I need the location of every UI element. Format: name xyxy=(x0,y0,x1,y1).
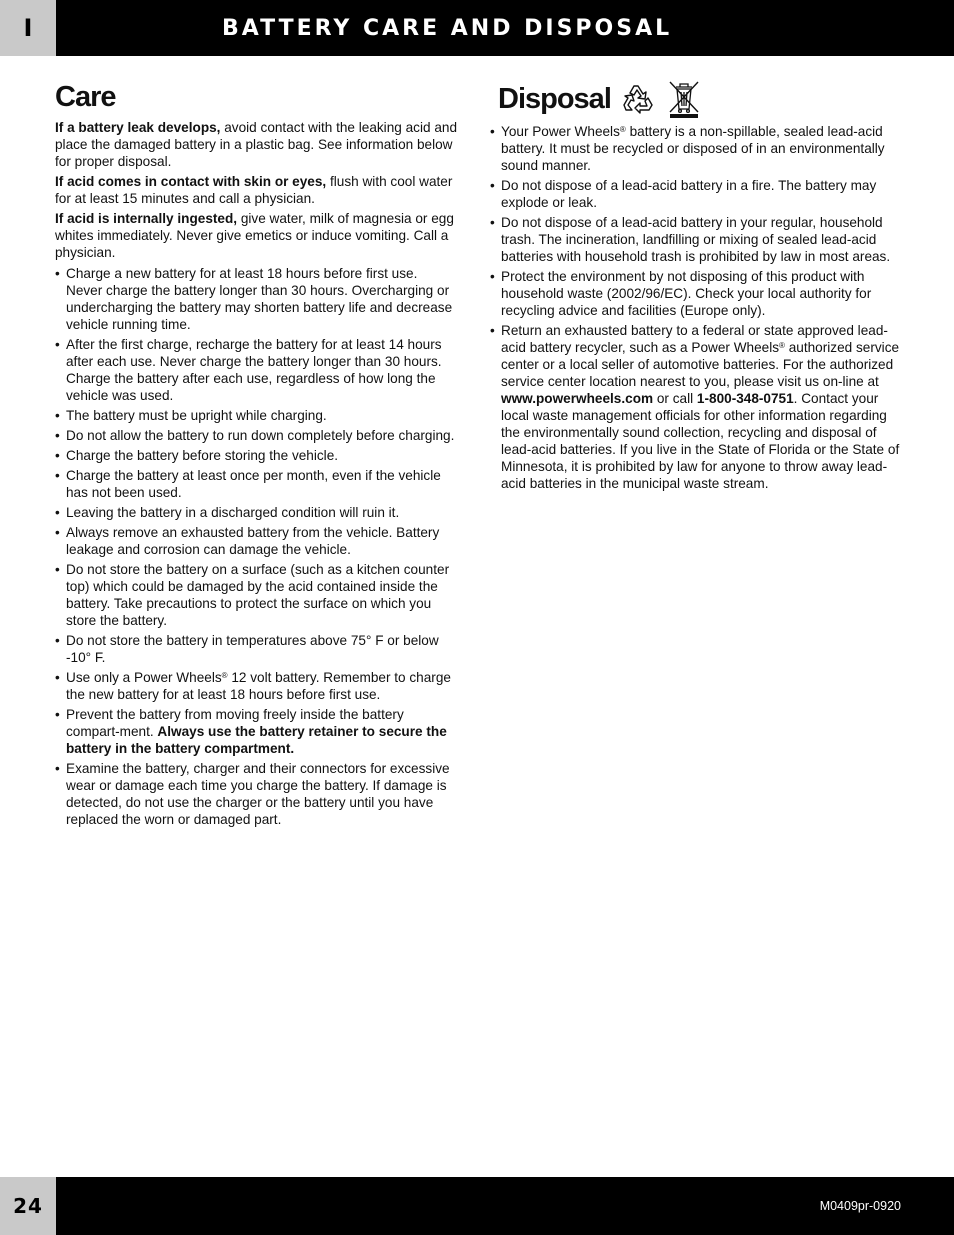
crossed-out-bin-icon xyxy=(667,80,701,118)
text-fragment: authorized service center or a local seller of automotive batteries. For the authorized service center location nearest to you, please visit us on-line at xyxy=(501,340,900,389)
disposal-heading: Disposal xyxy=(498,83,611,115)
text-fragment: . Contact your local waste management officials for other information regarding the environmentally sound collection, recycling and disposal of lead-acid batteries. If you live in the State of Florida or the State of Minnesota, it is prohibited by law for anyone to throw away lead-acid batteries in the municipal waste stream. xyxy=(501,391,900,491)
care-section xyxy=(55,80,457,831)
list-item xyxy=(490,322,900,492)
list-item: • Charge the battery at least once per month, even if the vehicle has not been used. xyxy=(55,467,457,501)
text-fragment: Your Power Wheels xyxy=(501,124,620,139)
care-paragraph-leak xyxy=(55,119,457,170)
care-heading: Care xyxy=(55,81,116,113)
list-item xyxy=(55,669,457,703)
disposal-heading-row xyxy=(498,80,900,118)
list-item: • Protect the environment by not disposing of this product with household waste (2002/96/EC). Check your local authority for recycling advice and facilities (Europe only). xyxy=(490,268,900,319)
list-item: • Always remove an exhausted battery from the vehicle. Battery leakage and corrosion can damage the vehicle. xyxy=(55,524,457,558)
list-item: • Do not allow the battery to run down completely before charging. xyxy=(55,427,457,444)
website-link[interactable]: www.powerwheels.com xyxy=(501,391,654,406)
document-code: M0409pr-0920 xyxy=(819,1199,901,1213)
recycle-icon xyxy=(621,82,657,116)
disposal-bullet-list xyxy=(490,123,900,492)
care-paragraph-skin xyxy=(55,173,457,207)
page-number: 24 xyxy=(0,1177,56,1235)
paragraph-text: flush with cool water for at least 15 minutes and call a physician. xyxy=(55,174,453,206)
list-item: • After the first charge, recharge the battery for at least 14 hours after each use. Never charge the battery longer than 30 hours. Charge the battery after each use, regardless of how long the vehicle was used. xyxy=(55,336,457,404)
list-item: • Do not dispose of a lead-acid battery in a fire. The battery may explode or leak. xyxy=(490,177,900,211)
text-fragment: Return an exhausted battery to a federal or state approved lead-acid battery recycler, such as a Power Wheels xyxy=(501,323,888,355)
bold-fragment: Always use the battery retainer to secure the battery in the battery compartment. xyxy=(66,724,447,756)
phone-number: 1-800-348-0751 xyxy=(696,391,794,406)
paragraph-lead: If acid is internally ingested, xyxy=(55,211,238,226)
section-tab: I xyxy=(0,0,56,56)
list-item: • Charge the battery before storing the vehicle. xyxy=(55,447,457,464)
paragraph-text: give water, milk of magnesia or egg whites immediately. Never give emetics or induce vomiting. Call a physician. xyxy=(55,211,454,260)
page-title: BATTERY CARE AND DISPOSAL xyxy=(222,16,673,41)
care-bullet-list xyxy=(55,265,457,828)
text-fragment: or call xyxy=(653,391,697,406)
paragraph-text: avoid contact with the leaking acid and place the damaged battery in a plastic bag. See information below for proper disposal. xyxy=(55,120,457,169)
list-item: • Do not store the battery on a surface (such as a kitchen counter top) which could be damaged by the acid contained inside the battery. Take precautions to protect the surface on which you store the battery. xyxy=(55,561,457,629)
text-fragment: 12 volt battery. Remember to charge the new battery for at least 18 hours before first use. xyxy=(66,670,451,702)
paragraph-lead: If a battery leak develops, xyxy=(55,120,221,135)
page-footer xyxy=(0,1177,954,1235)
registered-mark: ® xyxy=(619,125,626,134)
list-item xyxy=(55,706,457,757)
list-item: • The battery must be upright while charging. xyxy=(55,407,457,424)
paragraph-lead: If acid comes in contact with skin or eyes, xyxy=(55,174,327,189)
list-item: • Charge a new battery for at least 18 hours before first use. Never charge the battery longer than 30 hours. Overcharging or undercharging the battery may shorten battery life and decrease vehicle running time. xyxy=(55,265,457,333)
disposal-section xyxy=(490,80,900,495)
list-item: • Leaving the battery in a discharged condition will ruin it. xyxy=(55,504,457,521)
list-item: • Do not store the battery in temperatures above 75° F or below -10° F. xyxy=(55,632,457,666)
registered-mark: ® xyxy=(779,341,785,350)
care-paragraph-ingested xyxy=(55,210,457,261)
text-fragment: battery is a non-spillable, sealed lead-acid battery. It must be recycled or disposed of in an environmentally sound manner. xyxy=(501,124,885,173)
disposal-icons xyxy=(621,80,711,118)
list-item: • Do not dispose of a lead-acid battery in your regular, household trash. The incineration, landfilling or mixing of sealed lead-acid batteries with household trash is prohibited by law in most areas. xyxy=(490,214,900,265)
registered-mark: ® xyxy=(221,671,228,680)
list-item xyxy=(490,123,900,174)
text-fragment: Prevent the battery from moving freely inside the battery compart-ment. xyxy=(66,707,404,739)
list-item: • Examine the battery, charger and their connectors for excessive wear or damage each time you charge the battery. If damage is detected, do not use the charger or the battery until you have replaced the worn or damaged part. xyxy=(55,760,457,828)
text-fragment: Use only a Power Wheels xyxy=(66,670,222,685)
page-header xyxy=(0,0,954,56)
